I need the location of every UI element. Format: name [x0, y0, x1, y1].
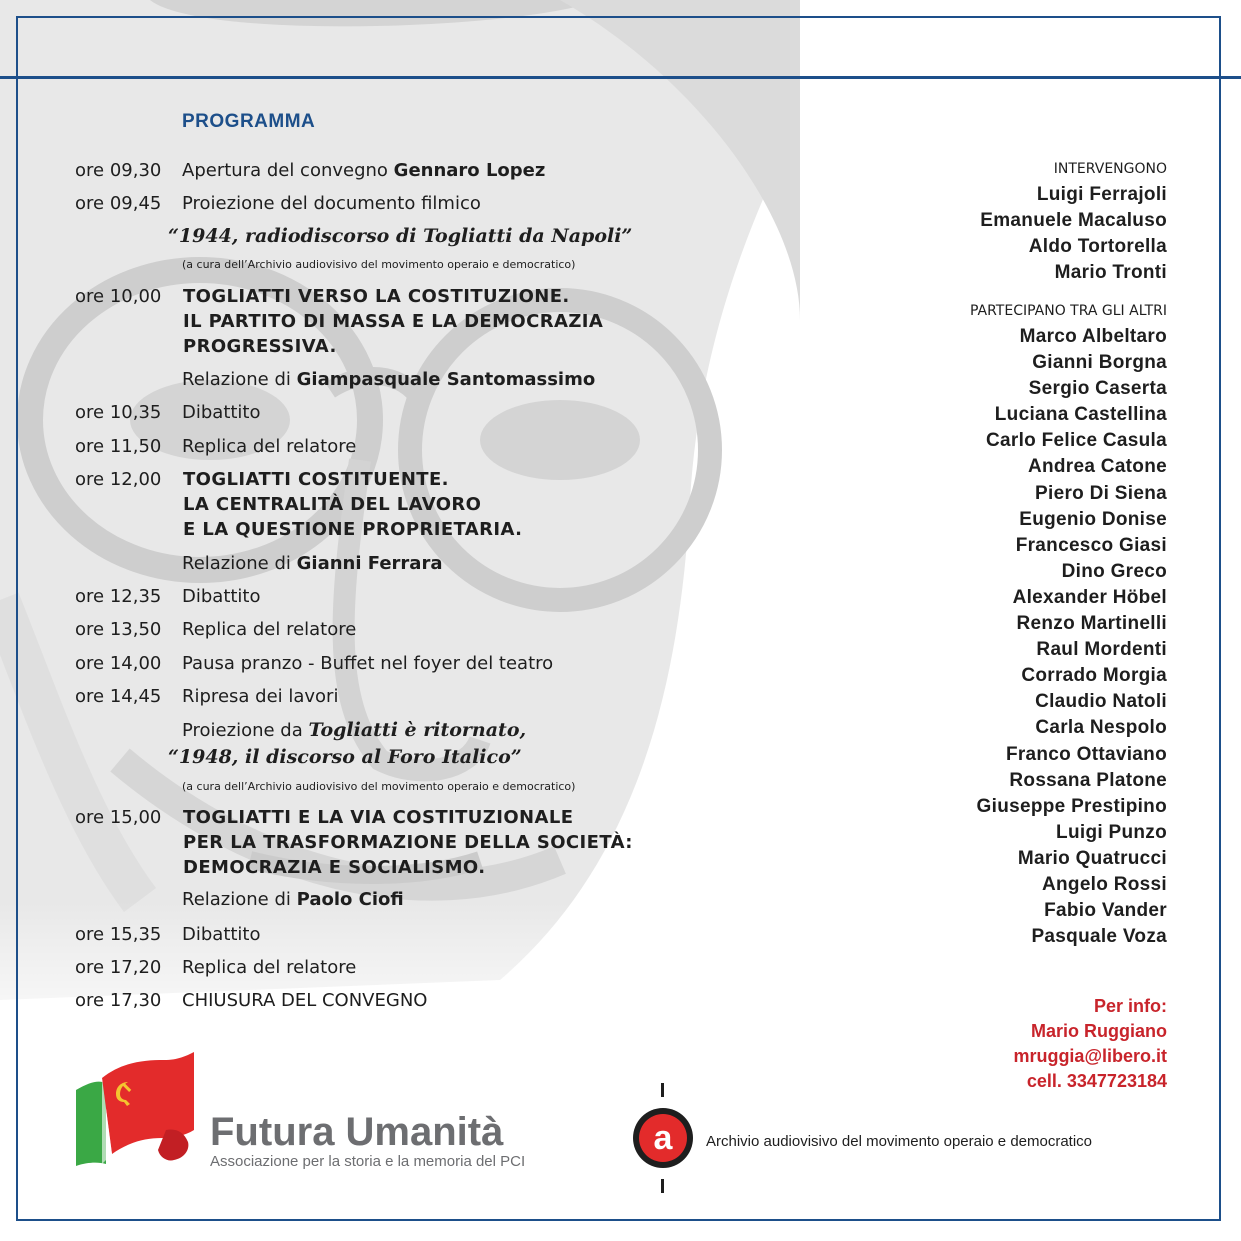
activity-reply-1: Replica del relatore — [182, 436, 357, 457]
participant-name: Giuseppe Prestipino — [976, 795, 1167, 817]
relazione-label-3: Relazione di — [182, 889, 297, 910]
session-2-speaker — [182, 553, 442, 574]
participant-name: Eugenio Donise — [1019, 508, 1167, 530]
projection-2-source: Togliatti è ritornato, — [308, 719, 527, 741]
participant-name: Marco Albeltaro — [1019, 326, 1167, 347]
session-1-line-3: PROGRESSIVA. — [183, 336, 337, 357]
film-note-1: (a cura dell’Archivio audiovisivo del movimento operaio e democratico) — [182, 258, 576, 271]
film-note-2: (a cura dell’Archivio audiovisivo del movimento operaio e democratico) — [182, 780, 576, 793]
speakers-heading: INTERVENGONO — [1053, 161, 1167, 177]
participants-heading: PARTECIPANO TRA GLI ALTRI — [969, 303, 1167, 319]
time-1730: ore 17,30 — [75, 990, 162, 1011]
archive-name: Archivio audiovisivo del movimento operaio e democratico — [706, 1133, 1093, 1150]
time-0945: ore 09,45 — [75, 193, 162, 214]
relazione-label-2: Relazione di — [182, 553, 297, 574]
info-block — [1013, 994, 1167, 1094]
archive-logo-icon — [630, 1083, 696, 1193]
time-1720: ore 17,20 — [75, 957, 162, 978]
info-phone: cell. 3347723184 — [1026, 1071, 1167, 1091]
participant-name: Piero Di Siena — [1035, 482, 1167, 504]
participant-name: Renzo Martinelli — [1016, 613, 1167, 635]
participant-name: Rossana Platone — [1009, 769, 1167, 791]
activity-projection: Proiezione del documento filmico — [182, 193, 481, 214]
activity-lunch: Pausa pranzo - Buffet nel foyer del teatro — [182, 653, 554, 674]
film-title-1948: “1948, il discorso al Foro Italico” — [168, 746, 522, 768]
info-contact-name: Mario Ruggiano — [1031, 1021, 1167, 1041]
session-2-title — [183, 467, 522, 542]
activity-resume: Ripresa dei lavori — [182, 686, 339, 707]
program-title: PROGRAMMA — [182, 111, 316, 132]
time-1500: ore 15,00 — [75, 807, 162, 828]
speaker-name: Luigi Ferrajoli — [1036, 184, 1167, 205]
participant-name: Sergio Caserta — [1028, 378, 1167, 400]
futura-umanita-subtitle: Associazione per la storia e la memoria del PCI — [210, 1153, 526, 1170]
participant-name: Franco Ottaviano — [1005, 743, 1167, 765]
projection-2 — [182, 719, 526, 741]
futura-umanita-name: Futura Umanità — [210, 1110, 504, 1154]
participant-name: Pasquale Voza — [1031, 926, 1167, 948]
info-email[interactable]: mruggia@libero.it — [1013, 1046, 1167, 1066]
time-1445: ore 14,45 — [75, 686, 162, 707]
session-3-title — [183, 805, 633, 880]
film-title-1944: “1944, radiodiscorso di Togliatti da Napoli” — [168, 225, 633, 247]
time-1535: ore 15,35 — [75, 924, 162, 945]
participant-name: Gianni Borgna — [1032, 352, 1167, 374]
activity-debate-1: Dibattito — [182, 402, 261, 423]
archive-logo-letter: a — [653, 1119, 673, 1157]
session-2-line-1: TOGLIATTI COSTITUENTE. — [183, 469, 449, 490]
time-0930: ore 09,30 — [75, 160, 162, 181]
participant-name: Carlo Felice Casula — [986, 430, 1167, 452]
time-1200: ore 12,00 — [75, 469, 162, 490]
session-1-line-1: TOGLIATTI VERSO LA COSTITUZIONE. — [183, 286, 570, 307]
participant-name: Angelo Rossi — [1041, 873, 1167, 895]
activity-debate-2: Dibattito — [182, 586, 261, 607]
participants-list — [977, 324, 1167, 950]
time-1400: ore 14,00 — [75, 653, 162, 674]
participant-name: Andrea Catone — [1027, 456, 1167, 478]
activity-reply-3: Replica del relatore — [182, 957, 357, 978]
participant-name: Francesco Giasi — [1015, 534, 1167, 556]
session-2-line-3: E LA QUESTIONE PROPRIETARIA. — [183, 519, 523, 540]
opening-speaker: Gennaro Lopez — [393, 160, 546, 181]
time-1000: ore 10,00 — [75, 286, 162, 307]
speaker-name: Emanuele Macaluso — [980, 210, 1167, 231]
participant-name: Corrado Morgia — [1021, 665, 1167, 687]
projection-2-label: Proiezione da — [182, 720, 309, 741]
participant-name: Mario Quatrucci — [1017, 847, 1167, 869]
session-3-line-1: TOGLIATTI E LA VIA COSTITUZIONALE — [183, 807, 574, 828]
participant-name: Dino Greco — [1061, 560, 1167, 582]
activity-debate-3: Dibattito — [182, 924, 261, 945]
session-3-line-3: DEMOCRAZIA E SOCIALISMO. — [183, 857, 486, 878]
session-2-line-2: LA CENTRALITÀ DEL LAVORO — [183, 494, 482, 515]
participant-name: Luigi Punzo — [1056, 821, 1167, 843]
session-3-line-2: PER LA TRASFORMAZIONE DELLA SOCIETÀ: — [183, 832, 633, 853]
participant-name: Carla Nespolo — [1035, 717, 1167, 739]
opening-text: Apertura del convegno — [182, 160, 394, 181]
activity-closing: CHIUSURA DEL CONVEGNO — [182, 990, 428, 1011]
participant-name: Luciana Castellina — [994, 404, 1167, 426]
relazione-label-1: Relazione di — [182, 369, 297, 390]
time-1035: ore 10,35 — [75, 402, 162, 423]
time-1150: ore 11,50 — [75, 436, 162, 457]
activity-opening — [182, 160, 545, 181]
activity-reply-2: Replica del relatore — [182, 619, 357, 640]
relatore-3: Paolo Ciofi — [296, 889, 404, 910]
time-1350: ore 13,50 — [75, 619, 162, 640]
participant-name: Fabio Vander — [1044, 900, 1167, 922]
participant-name: Claudio Natoli — [1035, 691, 1167, 713]
time-1235: ore 12,35 — [75, 586, 162, 607]
speaker-name: Mario Tronti — [1054, 262, 1167, 283]
session-1-speaker — [182, 369, 595, 390]
relatore-1: Giampasquale Santomassimo — [296, 369, 596, 390]
info-label: Per info: — [1093, 996, 1167, 1016]
speaker-name: Aldo Tortorella — [1028, 236, 1167, 257]
session-3-speaker — [182, 889, 404, 910]
participant-name: Raul Mordenti — [1036, 639, 1167, 661]
relatore-2: Gianni Ferrara — [296, 553, 443, 574]
red-flag-logo-icon — [72, 1050, 202, 1170]
session-1-title — [183, 284, 603, 359]
session-1-line-2: IL PARTITO DI MASSA E LA DEMOCRAZIA — [183, 311, 604, 332]
speakers-list — [980, 182, 1167, 286]
participant-name: Alexander Höbel — [1012, 586, 1167, 608]
